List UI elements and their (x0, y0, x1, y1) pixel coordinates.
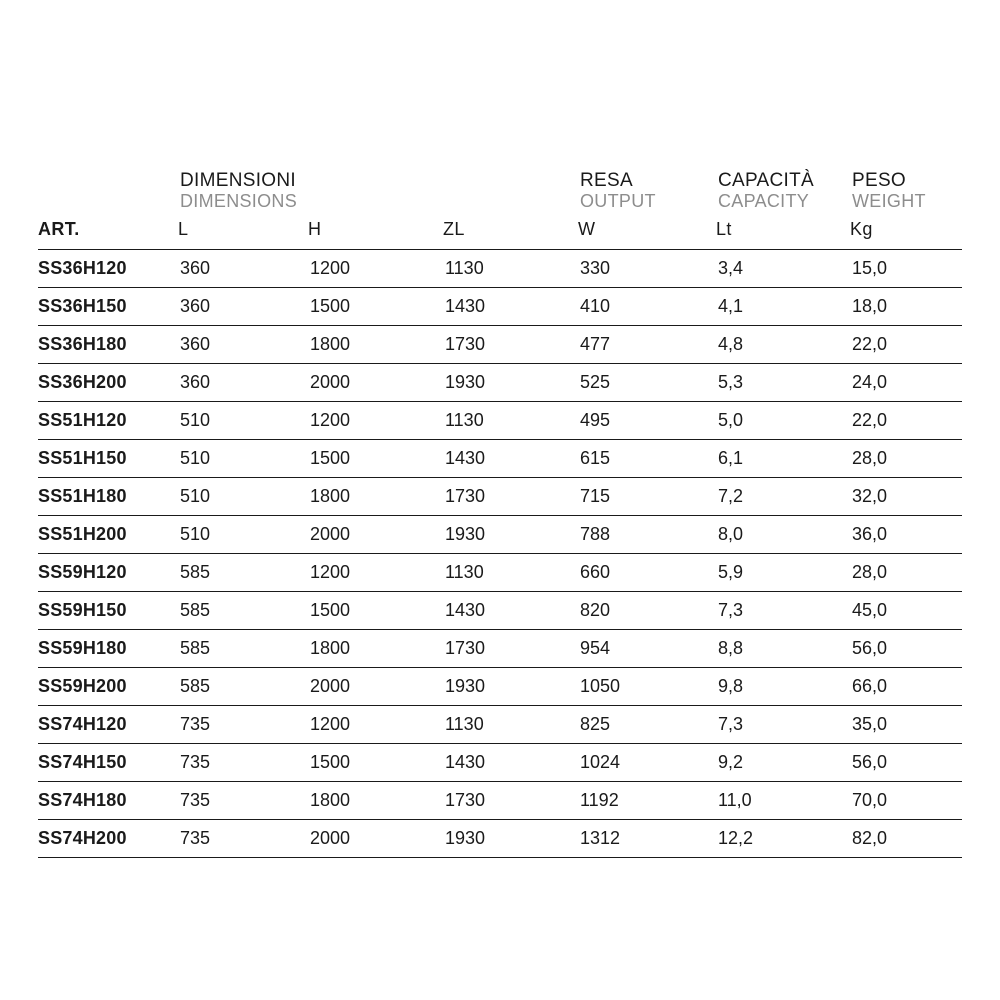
cell-art: SS36H200 (38, 364, 178, 402)
group-header-spacer (38, 170, 178, 215)
table-row (38, 402, 962, 440)
group-header-dimensions-en: DIMENSIONS (180, 191, 298, 212)
cell-zl: 1130 (443, 706, 578, 744)
cell-art: SS36H150 (38, 288, 178, 326)
group-header-weight-it: PESO (852, 170, 906, 191)
group-header-weight-en: WEIGHT (852, 191, 926, 212)
cell-l: 510 (178, 478, 308, 516)
cell-kg: 66,0 (850, 668, 962, 706)
table-row (38, 364, 962, 402)
cell-art: SS59H120 (38, 554, 178, 592)
group-header-output (578, 170, 716, 215)
cell-w: 1312 (578, 820, 716, 858)
cell-l: 360 (178, 250, 308, 288)
cell-art: SS59H150 (38, 592, 178, 630)
cell-kg: 22,0 (850, 326, 962, 364)
table-row (38, 782, 962, 820)
cell-lt: 11,0 (716, 782, 850, 820)
cell-h: 2000 (308, 516, 443, 554)
cell-w: 495 (578, 402, 716, 440)
table-row (38, 744, 962, 782)
cell-l: 585 (178, 592, 308, 630)
cell-zl: 1130 (443, 554, 578, 592)
group-header-row (38, 170, 962, 215)
cell-h: 1500 (308, 744, 443, 782)
cell-zl: 1930 (443, 364, 578, 402)
cell-w: 1192 (578, 782, 716, 820)
table-row (38, 592, 962, 630)
cell-lt: 8,8 (716, 630, 850, 668)
cell-art: SS74H200 (38, 820, 178, 858)
cell-kg: 70,0 (850, 782, 962, 820)
cell-lt: 5,9 (716, 554, 850, 592)
group-header-dimensions-it: DIMENSIONI (180, 170, 296, 191)
cell-kg: 28,0 (850, 440, 962, 478)
cell-lt: 4,1 (716, 288, 850, 326)
cell-l: 735 (178, 706, 308, 744)
cell-h: 1800 (308, 478, 443, 516)
table-body (38, 250, 962, 858)
cell-lt: 9,2 (716, 744, 850, 782)
cell-kg: 82,0 (850, 820, 962, 858)
group-header-weight (850, 170, 962, 215)
cell-lt: 7,3 (716, 592, 850, 630)
cell-h: 1200 (308, 250, 443, 288)
cell-h: 1800 (308, 782, 443, 820)
column-header-row (38, 215, 962, 250)
cell-lt: 5,0 (716, 402, 850, 440)
cell-l: 735 (178, 820, 308, 858)
cell-kg: 18,0 (850, 288, 962, 326)
cell-zl: 1930 (443, 668, 578, 706)
cell-h: 1200 (308, 554, 443, 592)
cell-art: SS51H200 (38, 516, 178, 554)
cell-h: 2000 (308, 364, 443, 402)
cell-h: 1500 (308, 288, 443, 326)
table-row (38, 706, 962, 744)
cell-w: 788 (578, 516, 716, 554)
cell-l: 510 (178, 440, 308, 478)
cell-kg: 22,0 (850, 402, 962, 440)
table-row (38, 516, 962, 554)
table-header (38, 170, 962, 250)
table-row (38, 326, 962, 364)
table-row (38, 288, 962, 326)
cell-zl: 1930 (443, 820, 578, 858)
cell-l: 360 (178, 364, 308, 402)
column-header-l: L (178, 219, 189, 240)
cell-art: SS51H120 (38, 402, 178, 440)
cell-art: SS51H180 (38, 478, 178, 516)
cell-lt: 5,3 (716, 364, 850, 402)
cell-l: 360 (178, 326, 308, 364)
cell-zl: 1430 (443, 592, 578, 630)
column-header-lt: Lt (716, 219, 732, 240)
group-header-capacity-it: CAPACITÀ (718, 170, 815, 191)
cell-lt: 8,0 (716, 516, 850, 554)
cell-kg: 15,0 (850, 250, 962, 288)
group-header-output-it: RESA (580, 170, 633, 191)
cell-zl: 1730 (443, 326, 578, 364)
cell-h: 1200 (308, 402, 443, 440)
cell-w: 954 (578, 630, 716, 668)
cell-zl: 1130 (443, 402, 578, 440)
cell-w: 825 (578, 706, 716, 744)
cell-zl: 1430 (443, 744, 578, 782)
cell-art: SS51H150 (38, 440, 178, 478)
cell-w: 330 (578, 250, 716, 288)
cell-lt: 6,1 (716, 440, 850, 478)
cell-l: 585 (178, 668, 308, 706)
cell-h: 1500 (308, 592, 443, 630)
cell-kg: 45,0 (850, 592, 962, 630)
cell-w: 1024 (578, 744, 716, 782)
group-header-capacity-en: CAPACITY (718, 191, 810, 212)
cell-kg: 36,0 (850, 516, 962, 554)
cell-w: 820 (578, 592, 716, 630)
cell-kg: 56,0 (850, 630, 962, 668)
cell-lt: 3,4 (716, 250, 850, 288)
cell-zl: 1930 (443, 516, 578, 554)
cell-kg: 24,0 (850, 364, 962, 402)
cell-l: 510 (178, 516, 308, 554)
cell-zl: 1130 (443, 250, 578, 288)
table-row (38, 630, 962, 668)
cell-l: 510 (178, 402, 308, 440)
table-row (38, 440, 962, 478)
cell-h: 1800 (308, 326, 443, 364)
cell-h: 2000 (308, 820, 443, 858)
cell-zl: 1430 (443, 440, 578, 478)
table-row (38, 478, 962, 516)
cell-art: SS59H180 (38, 630, 178, 668)
cell-art: SS36H180 (38, 326, 178, 364)
column-header-kg: Kg (850, 219, 873, 240)
cell-kg: 35,0 (850, 706, 962, 744)
cell-lt: 4,8 (716, 326, 850, 364)
cell-w: 410 (578, 288, 716, 326)
cell-w: 715 (578, 478, 716, 516)
cell-l: 735 (178, 744, 308, 782)
cell-h: 2000 (308, 668, 443, 706)
cell-w: 1050 (578, 668, 716, 706)
cell-l: 360 (178, 288, 308, 326)
cell-w: 660 (578, 554, 716, 592)
specifications-table (38, 170, 962, 858)
cell-art: SS74H180 (38, 782, 178, 820)
cell-l: 735 (178, 782, 308, 820)
table-row (38, 820, 962, 858)
column-header-zl: ZL (443, 219, 465, 240)
cell-lt: 9,8 (716, 668, 850, 706)
cell-w: 477 (578, 326, 716, 364)
group-header-capacity (716, 170, 850, 215)
cell-art: SS36H120 (38, 250, 178, 288)
cell-zl: 1730 (443, 782, 578, 820)
group-header-dimensions (178, 170, 578, 215)
cell-h: 1500 (308, 440, 443, 478)
cell-zl: 1730 (443, 478, 578, 516)
cell-w: 615 (578, 440, 716, 478)
column-header-art: ART. (38, 219, 80, 240)
cell-w: 525 (578, 364, 716, 402)
table-row (38, 554, 962, 592)
cell-kg: 32,0 (850, 478, 962, 516)
cell-l: 585 (178, 554, 308, 592)
table-row (38, 668, 962, 706)
column-header-h: H (308, 219, 322, 240)
cell-lt: 7,2 (716, 478, 850, 516)
cell-kg: 28,0 (850, 554, 962, 592)
cell-h: 1200 (308, 706, 443, 744)
table-row (38, 250, 962, 288)
cell-lt: 7,3 (716, 706, 850, 744)
cell-art: SS59H200 (38, 668, 178, 706)
cell-h: 1800 (308, 630, 443, 668)
cell-art: SS74H120 (38, 706, 178, 744)
column-header-w: W (578, 219, 596, 240)
cell-art: SS74H150 (38, 744, 178, 782)
cell-lt: 12,2 (716, 820, 850, 858)
cell-l: 585 (178, 630, 308, 668)
cell-kg: 56,0 (850, 744, 962, 782)
cell-zl: 1430 (443, 288, 578, 326)
group-header-output-en: OUTPUT (580, 191, 656, 212)
cell-zl: 1730 (443, 630, 578, 668)
